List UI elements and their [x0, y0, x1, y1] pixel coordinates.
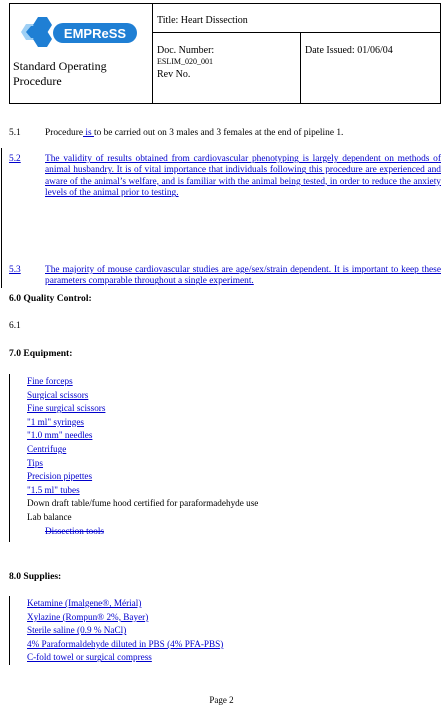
- paragraph-5-2-number[interactable]: 5.2: [9, 154, 21, 164]
- sop-label: Standard Operating Procedure: [13, 59, 107, 88]
- date-issued: Date Issued: 01/06/04: [305, 45, 393, 56]
- logo-text: EMPReSS: [63, 26, 127, 41]
- equipment-item[interactable]: Fine surgical scissors: [27, 403, 106, 414]
- quality-control-heading: 6.0 Quality Control:: [9, 293, 92, 304]
- supplies-heading: 8.0 Supplies:: [9, 571, 62, 582]
- equipment-item[interactable]: Surgical scissors: [27, 389, 89, 400]
- equipment-item[interactable]: Centrifuge: [27, 443, 67, 454]
- revision-link[interactable]: is: [83, 128, 94, 138]
- paragraph-5-2-text[interactable]: The validity of results obtained from cardiovascular phenotyping is largely dependent on methods of animal husbandry. It is of vital importance that individuals following this procedure are experienced and aware of the animal’s welfare, and is familiar with the animal being tested, in order to reduce the anxiety levels of the animal prior to testing.: [45, 154, 441, 199]
- page-number: Page 2: [209, 695, 234, 705]
- equipment-item[interactable]: Tips: [27, 457, 44, 468]
- empress-logo: [15, 11, 140, 53]
- equipment-item: Lab balance: [27, 511, 72, 522]
- equipment-item[interactable]: "1.0 mm" needles: [27, 430, 93, 441]
- equipment-item[interactable]: "1 ml" syringes: [27, 416, 85, 427]
- paragraph-5-3-number[interactable]: 5.3: [9, 265, 21, 275]
- supply-item[interactable]: Sterile saline (0.9 % NaCl): [27, 625, 127, 636]
- equipment-item: Down draft table/fume hood certified for paraformadehyde use: [27, 498, 259, 509]
- doc-number-value: ESLIM_020_001: [157, 57, 213, 66]
- supply-item[interactable]: Xylazine (Rompun® 2%, Bayer): [27, 611, 149, 622]
- document-title: Title: Heart Dissection: [157, 15, 248, 26]
- paragraph-text-pre: Procedure: [45, 128, 84, 138]
- paragraph-5-3-text[interactable]: The majority of mouse cardiovascular studies are age/sex/strain dependent. It is important to keep these parameters comparable throughout a single experiment.: [45, 265, 441, 287]
- change-bar: [9, 374, 10, 542]
- change-bar: [9, 596, 10, 665]
- equipment-item[interactable]: Precision pipettes: [27, 471, 93, 482]
- paragraph-text-post: to be carried out on 3 males and 3 females at the end of pipeline 1.: [93, 128, 344, 138]
- paragraph-5-1: [9, 128, 439, 139]
- supply-item[interactable]: Ketamine (Imalgene®, Mérial): [27, 598, 142, 608]
- equipment-heading: 7.0 Equipment:: [9, 348, 73, 359]
- logo-hexagon-cluster: [21, 17, 52, 47]
- equipment-list: [27, 375, 427, 538]
- supplies-list: [27, 597, 427, 665]
- quality-control-item: 6.1: [9, 321, 21, 331]
- supply-item[interactable]: C-fold towel or surgical compress: [27, 652, 152, 663]
- equipment-item[interactable]: "1.5 ml" tubes: [27, 484, 80, 495]
- change-bar: [1, 148, 2, 288]
- equipment-item-deleted: Dissection tools: [45, 525, 104, 536]
- paragraph-number: 5.1: [9, 128, 21, 138]
- rev-number-label: Rev No.: [157, 69, 191, 80]
- doc-number-label: Doc. Number:: [157, 45, 215, 56]
- equipment-item[interactable]: Fine forceps: [27, 376, 73, 386]
- supply-item[interactable]: 4% Paraformaldehyde diluted in PBS (4% PFA-PBS): [27, 638, 224, 649]
